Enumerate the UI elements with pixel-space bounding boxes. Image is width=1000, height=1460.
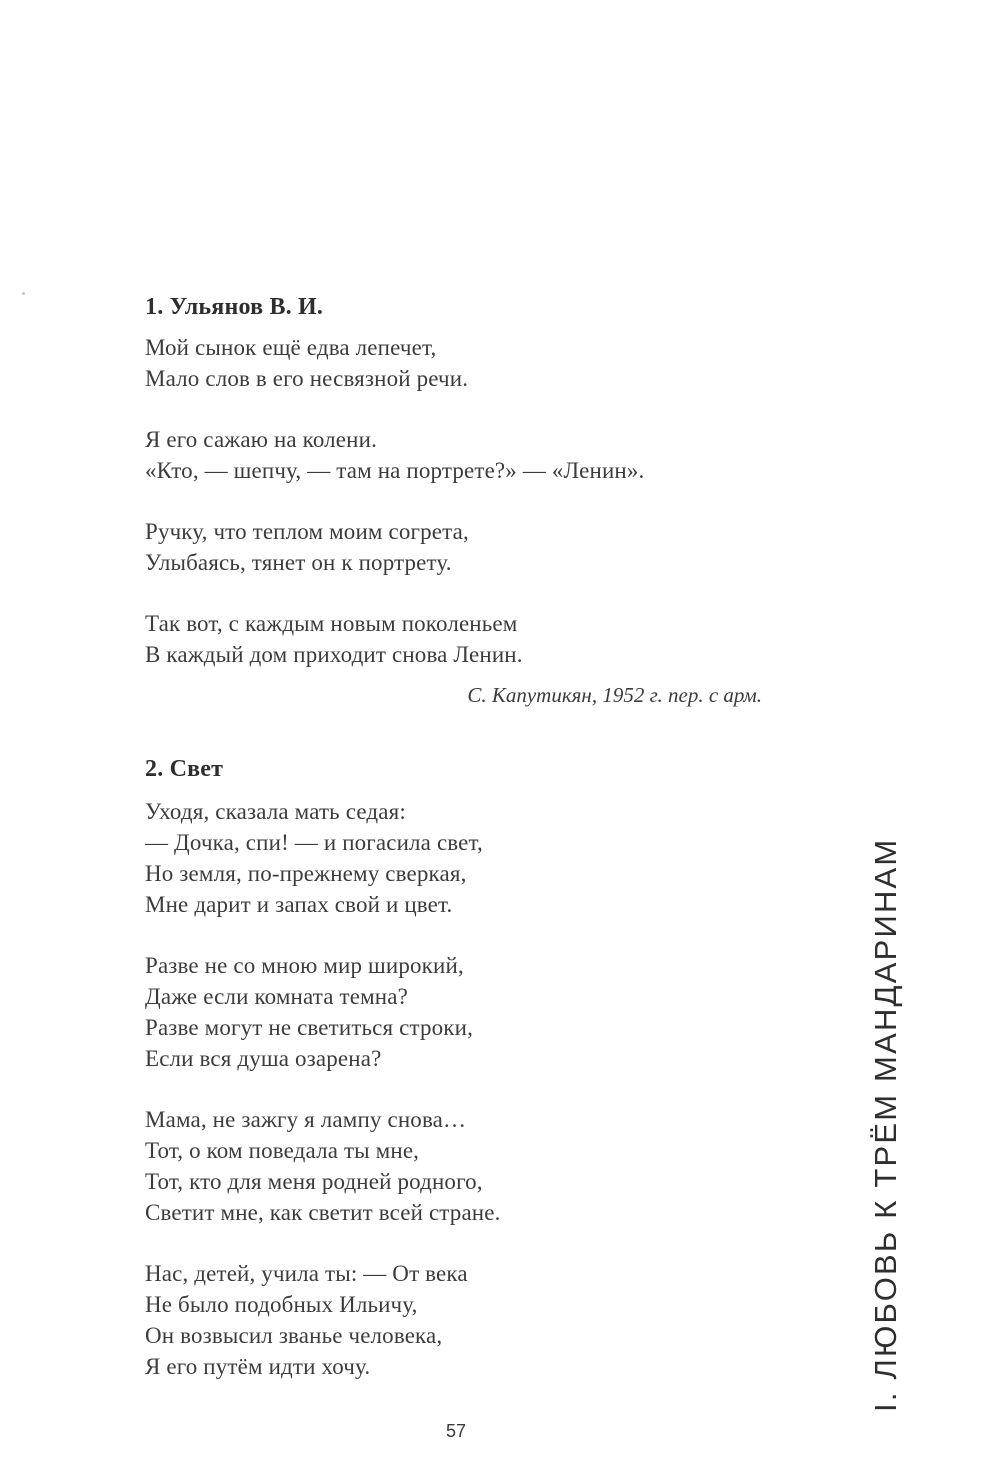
verse-line: Но земля, по-прежнему сверкая, xyxy=(145,861,467,886)
stanza xyxy=(145,1258,785,1382)
page-number: 57 xyxy=(445,1421,467,1441)
verse-line: Он возвысил званье человека, xyxy=(145,1323,443,1348)
poem-attribution: С. Капутикян, 1952 г. пер. с арм. xyxy=(467,683,762,707)
verse-line: Разве не со мною мир широкий, xyxy=(145,953,464,978)
stanza xyxy=(145,424,785,486)
verse-line: Тот, кто для меня родней родного, xyxy=(145,1169,483,1194)
verse-line: Ручку, что теплом моим согрета, xyxy=(145,519,469,544)
poem-2 xyxy=(145,750,785,1382)
verse-line: Мой сынок ещё едва лепечет, xyxy=(145,335,437,360)
stanza xyxy=(145,950,785,1074)
verse-line: Я его сажаю на колени. xyxy=(145,427,377,452)
verse-line: Мама, не зажгу я лампу снова… xyxy=(145,1107,467,1132)
verse-line: Не было подобных Ильичу, xyxy=(145,1292,418,1317)
poem-title: 2. Свет xyxy=(145,756,224,782)
verse-line: Так вот, с каждым новым поколеньем xyxy=(145,611,518,636)
verse-line: Мало слов в его несвязной речи. xyxy=(145,366,469,391)
verse-line: Разве могут не светиться строки, xyxy=(145,1015,473,1040)
verse-line: «Кто, — шепчу, — там на портрете?» — «Ленин». xyxy=(145,458,645,483)
verse-line: Если вся душа озарена? xyxy=(145,1046,382,1071)
verse-line: Светит мне, как светит всей стране. xyxy=(145,1200,501,1225)
page-content xyxy=(145,288,785,1412)
verse-line: Нас, детей, учила ты: — От века xyxy=(145,1261,468,1286)
stanza xyxy=(145,796,785,920)
stanza xyxy=(145,608,785,670)
verse-line: — Дочка, спи! — и погасила свет, xyxy=(145,830,483,855)
chapter-side-title: I. ЛЮБОВЬ К ТРЁМ МАНДАРИНАМ xyxy=(868,837,903,1412)
verse-line: Уходя, сказала мать седая: xyxy=(145,799,406,824)
poem-title: 1. Ульянов В. И. xyxy=(145,294,324,320)
verse-line: Тот, о ком поведала ты мне, xyxy=(145,1138,420,1163)
verse-line: Даже если комната темна? xyxy=(145,984,408,1009)
stanza xyxy=(145,516,785,578)
verse-line: Улыбаясь, тянет он к портрету. xyxy=(145,550,452,575)
verse-line: В каждый дом приходит снова Ленин. xyxy=(145,642,523,667)
verse-line: Я его путём идти хочу. xyxy=(145,1354,371,1379)
scan-speck xyxy=(22,292,25,295)
stanza xyxy=(145,1104,785,1228)
stanza xyxy=(145,332,785,394)
poem-1 xyxy=(145,288,785,710)
verse-line: Мне дарит и запах свой и цвет. xyxy=(145,892,453,917)
